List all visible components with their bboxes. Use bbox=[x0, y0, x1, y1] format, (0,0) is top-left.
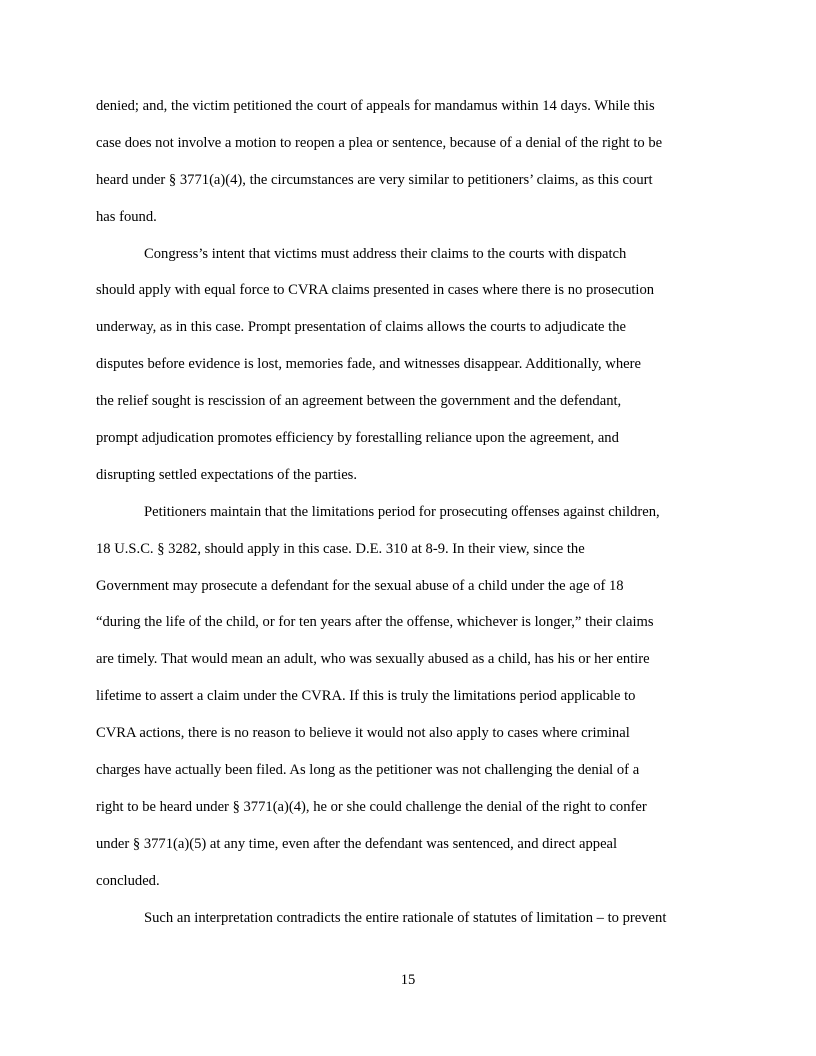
text-line: disputes before evidence is lost, memories fade, and witnesses disappear. Additionally, where bbox=[96, 356, 641, 373]
text-line: lifetime to assert a claim under the CVRA. If this is truly the limitations period applicable to bbox=[96, 688, 636, 705]
text-line: concluded. bbox=[96, 872, 160, 889]
text-line: denied; and, the victim petitioned the court of appeals for mandamus within 14 days. While this bbox=[96, 98, 655, 114]
paragraph-first-line: Such an interpretation contradicts the entire rationale of statutes of limitation – to prevent bbox=[144, 909, 667, 926]
text-line: underway, as in this case. Prompt presentation of claims allows the courts to adjudicate the bbox=[96, 319, 626, 336]
text-line: disrupting settled expectations of the parties. bbox=[96, 466, 357, 483]
text-line: Government may prosecute a defendant for the sexual abuse of a child under the age of 18 bbox=[96, 577, 624, 594]
page-number: 15 bbox=[400, 972, 416, 988]
text-line: are timely. That would mean an adult, who was sexually abused as a child, has his or her entire bbox=[96, 651, 650, 668]
paragraph-first-line: Petitioners maintain that the limitations period for prosecuting offenses against children, bbox=[144, 503, 660, 520]
text-line: should apply with equal force to CVRA claims presented in cases where there is no prosecution bbox=[96, 282, 655, 299]
text-line: case does not involve a motion to reopen a plea or sentence, because of a denial of the right to be bbox=[96, 134, 663, 151]
text-line: has found. bbox=[96, 208, 157, 225]
text-line: prompt adjudication promotes efficiency by forestalling reliance upon the agreement, and bbox=[96, 430, 619, 447]
text-line: heard under § 3771(a)(4), the circumstances are very similar to petitioners’ claims, as this court bbox=[96, 171, 653, 188]
body-text bbox=[96, 92, 720, 940]
text-line: “during the life of the child, or for ten years after the offense, whichever is longer,” their claims bbox=[96, 614, 654, 631]
paragraph-first-line: Congress’s intent that victims must address their claims to the courts with dispatch bbox=[144, 245, 627, 262]
text-line: CVRA actions, there is no reason to believe it would not also apply to cases where criminal bbox=[96, 725, 630, 742]
text-line: right to be heard under § 3771(a)(4), he or she could challenge the denial of the right to confer bbox=[96, 798, 647, 815]
text-line: charges have actually been filed. As long as the petitioner was not challenging the denial of a bbox=[96, 762, 640, 779]
text-line: 18 U.S.C. § 3282, should apply in this case. D.E. 310 at 8-9. In their view, since the bbox=[96, 540, 585, 557]
text-line: under § 3771(a)(5) at any time, even after the defendant was sentenced, and direct appeal bbox=[96, 835, 618, 852]
text-line: the relief sought is rescission of an agreement between the government and the defendant, bbox=[96, 393, 622, 410]
